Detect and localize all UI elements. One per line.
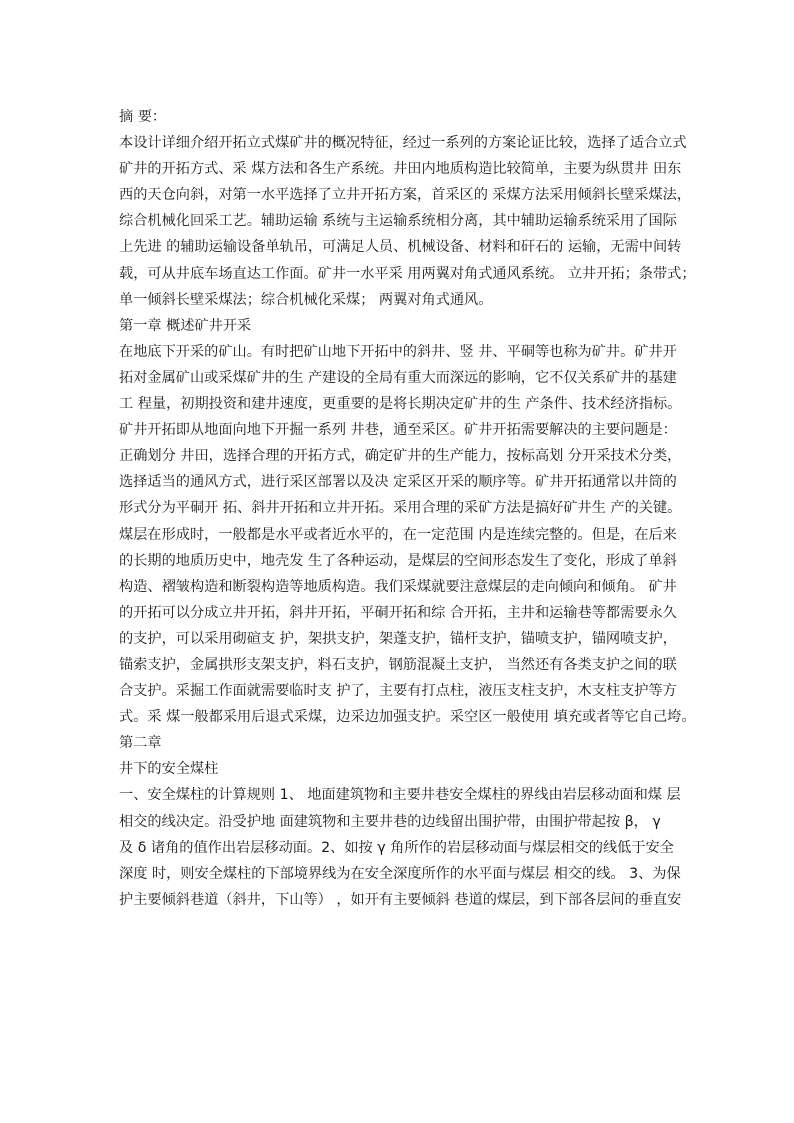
paragraph-line: 矿井开拓即从地面向地下开掘一系列 井巷，通至采区。矿井开拓需要解决的主要问题是： <box>119 422 677 439</box>
paragraph-line: 形式分为平硐开 拓、斜井开拓和立井开拓。采用合理的采矿方法是搞好矿井生 产的关键。 <box>119 500 682 517</box>
paragraph-line: 正确划分 井田，选择合理的开拓方式，确定矿井的生产能力，按标高划 分开采技术分类， <box>119 448 682 465</box>
paragraph-line: 上先进 的辅助运输设备单轨吊，可满足人员、机械设备、材料和矸石的 运输，无需中间转 <box>119 239 682 256</box>
paragraph-line: 相交的线决定。沿受护地 面建筑物和主要井巷的边线留出围护带，由围护带起按 β， γ <box>119 813 661 830</box>
document-page <box>119 104 696 913</box>
abstract-heading: 摘 要： <box>119 109 167 125</box>
paragraph-line: 本设计详细介绍开拓立式煤矿井的概况特征，经过一系列的方案论证比较，选择了适合立式 <box>119 135 687 152</box>
paragraph-line: 的长期的地质历史中，地壳发 生了各种运动，是煤层的空间形态发生了变化，形成了单斜 <box>119 552 677 569</box>
paragraph-line: 式。采 煤一般都采用后退式采煤，边采边加强支护。采空区一般使用 填充或者等它自己垮。 <box>119 709 696 726</box>
paragraph-line: 西的天仓向斜，对第一水平选择了立井开拓方案，首采区的 采煤方法采用倾斜长壁采煤法， <box>119 187 692 204</box>
paragraph-line: 一、安全煤柱的计算规则 1、 地面建筑物和主要井巷安全煤柱的界线由岩层移动面和煤 层 <box>119 787 681 804</box>
paragraph-line: 矿井的开拓方式、采 煤方法和各生产系统。井田内地质构造比较简单，主要为纵贯井 田东 <box>119 161 682 178</box>
paragraph-line: 深度 时，则安全煤柱的下部境界线为在安全深度所作的水平面与煤层 相交的线。 3、为保 <box>119 865 681 882</box>
paragraph-line: 及 δ 诸角的值作出岩层移动面。2、如按 γ 角所作的岩层移动面与煤层相交的线低于安全 <box>119 839 674 856</box>
paragraph-line: 的开拓可以分成立井开拓，斜井开拓，平硐开拓和综 合开拓，主井和运输巷等都需要永久 <box>119 604 677 621</box>
paragraph-line: 的支护，可以采用砌碹支 护，架拱支护，架蓬支护，锚杆支护，锚喷支护，锚网喷支护， <box>119 630 677 647</box>
chapter-1-heading: 第一章 概述矿井开采 <box>119 317 252 334</box>
paragraph-line: 构造、褶皱构造和断裂构造等地质构造。我们采煤就要注意煤层的走向倾向和倾角。 矿井 <box>119 578 677 595</box>
paragraph-line: 护主要倾斜巷道（斜井，下山等） ，如开有主要倾斜 巷道的煤层，到下部各层间的垂直安 <box>119 891 682 908</box>
paragraph-line: 选择适当的通风方式，进行采区部署以及决 定采区开采的顺序等。矿井开拓通常以井筒的 <box>119 474 677 491</box>
paragraph-line: 拓对金属矿山或采煤矿井的生 产建设的全局有重大而深远的影响，它不仅关系矿井的基建 <box>119 369 677 386</box>
paragraph-line: 煤层在形成时，一般都是水平或者近水平的，在一定范围 内是连续完整的。但是，在后来 <box>119 526 677 543</box>
paragraph-line: 合支护。采掘工作面就需要临时支 护了，主要有打点柱，液压支柱支护，木支柱支护等方 <box>119 683 677 700</box>
paragraph-line: 载，可从井底车场直达工作面。矿井一水平采 用两翼对角式通风系统。 立井开拓；条带式； <box>119 265 696 282</box>
paragraph-line: 单一倾斜长壁采煤法；综合机械化采煤； 两翼对角式通风。 <box>119 291 493 308</box>
paragraph-line: 在地底下开采的矿山。有时把矿山地下开拓中的斜井、竖 井、平硐等也称为矿井。矿井开 <box>119 343 677 360</box>
paragraph-line: 综合机械化回采工艺。辅助运输 系统与主运输系统相分离，其中辅助运输系统采用了国际 <box>119 213 677 230</box>
paragraph-line: 工 程量，初期投资和建井速度，更重要的是将长期决定矿井的生 产条件、技术经济指标。 <box>119 396 682 413</box>
chapter-2-heading: 第二章 <box>119 735 162 752</box>
chapter-2-title: 井下的安全煤柱 <box>119 761 219 778</box>
paragraph-line: 锚索支护，金属拱形支架支护，料石支护，钢筋混凝土支护， 当然还有各类支护之间的联 <box>119 656 677 673</box>
